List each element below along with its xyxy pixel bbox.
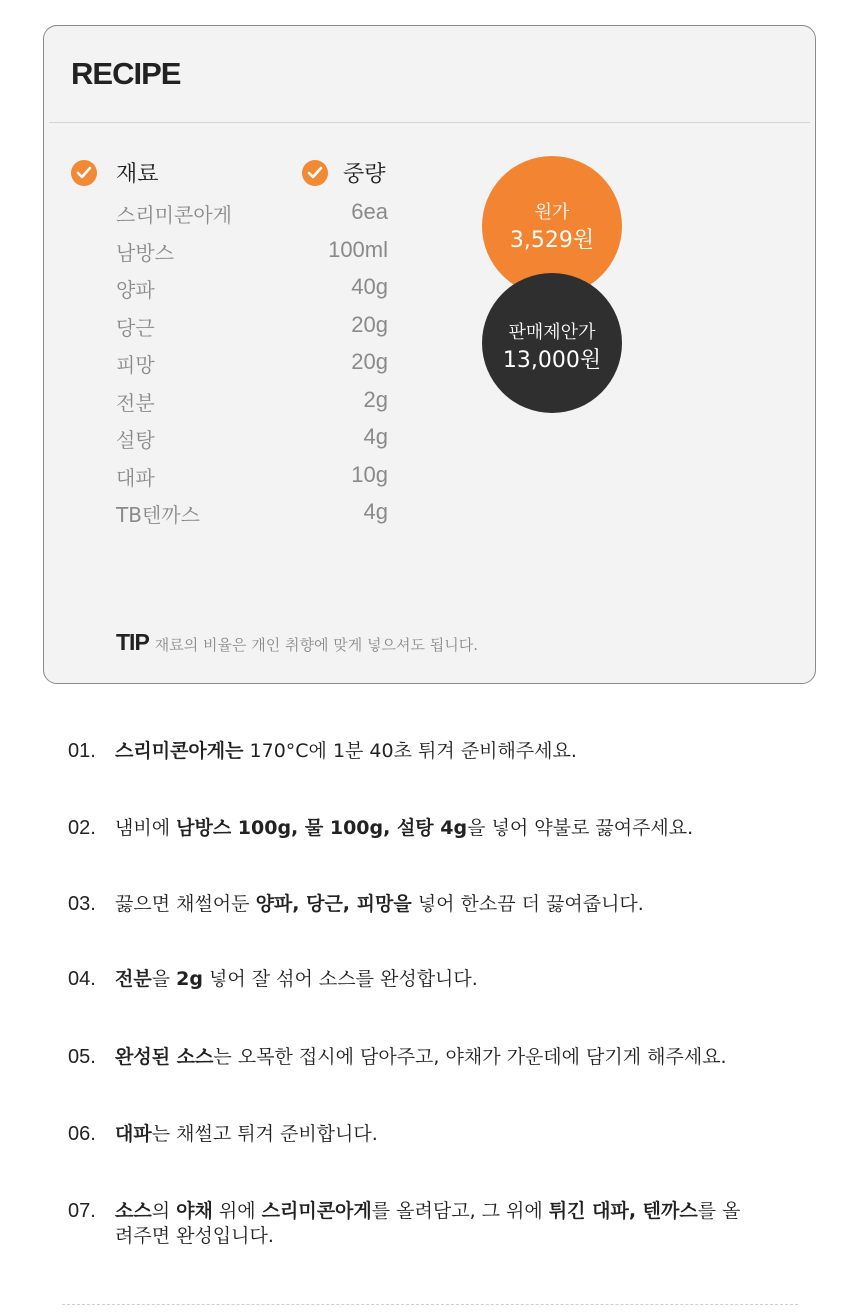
- step-number: 04.: [68, 968, 96, 990]
- ingredient-row: [116, 387, 388, 425]
- step-number: 02.: [68, 817, 96, 839]
- step-text-bold: 야채: [176, 1200, 213, 1222]
- check-circle-icon: [71, 160, 97, 186]
- step-text: [115, 816, 795, 841]
- step-text-bold: 스리미콘아게는: [115, 740, 244, 762]
- step-number: 05.: [68, 1046, 96, 1068]
- ingredient-row: [116, 237, 388, 275]
- step-number: 06.: [68, 1123, 96, 1145]
- cost-label: 원가: [534, 202, 570, 223]
- ingredient-name: 전분: [116, 390, 155, 415]
- step-text-part: 를 올려주면 완성입니다.: [115, 1200, 741, 1247]
- step-text-part: 을: [151, 968, 177, 990]
- ingredient-name: 스리미콘아게: [116, 203, 232, 227]
- step-text-bold: 전분: [115, 968, 152, 990]
- tip-label: TIP: [116, 629, 149, 655]
- step-text-bold: 2g: [176, 968, 203, 990]
- step-number: 07.: [68, 1200, 96, 1222]
- ingredient-row: [116, 462, 388, 500]
- step-text-bold: 양파, 당근, 피망을: [255, 893, 412, 915]
- step-text-bold: 튀긴 대파, 텐까스: [548, 1200, 698, 1222]
- ingredient-name: 당근: [116, 315, 155, 340]
- price-badge: [482, 273, 622, 413]
- ingredient-list: [116, 199, 388, 537]
- step-text-part: 을 넣어 약불로 끓여주세요.: [467, 817, 694, 839]
- step-text: [115, 1199, 755, 1249]
- step-number: 03.: [68, 893, 96, 915]
- ingredient-name: 설탕: [116, 428, 155, 452]
- ingredient-row: [116, 274, 388, 312]
- ingredient-name: 양파: [116, 278, 155, 302]
- step-text-part: 170°C에 1분 40초 튀겨 준비해주세요.: [243, 740, 577, 762]
- step-text-part: 를 올려담고, 그 위에: [371, 1200, 549, 1222]
- step-text-part: 는 오목한 접시에 담아주고, 야채가 가운데에 담기게 해주세요.: [213, 1046, 727, 1068]
- step-number: 01.: [68, 740, 96, 762]
- step-text-part: 넣어 잘 섞어 소스를 완성합니다.: [202, 968, 478, 990]
- recipe-card: [43, 25, 816, 684]
- tip-text: 재료의 비율은 개인 취향에 맞게 넣으셔도 됩니다.: [154, 636, 478, 654]
- ingredient-qty: 20g: [351, 311, 388, 337]
- ingredient-row: [116, 424, 388, 462]
- ingredient-row: [116, 499, 388, 537]
- recipe-title: RECIPE: [71, 56, 181, 91]
- ingredient-qty: 2g: [363, 386, 388, 412]
- step-text-part: 끓으면 채썰어둔: [115, 893, 256, 915]
- step-text-part: 넣어 한소끔 더 끓여줍니다.: [411, 893, 644, 915]
- ingredient-qty: 6ea: [351, 199, 388, 224]
- step-text-bold: 완성된 소스: [115, 1046, 214, 1068]
- ingredient-qty: 20g: [351, 349, 388, 374]
- ingredient-name: 대파: [116, 465, 155, 490]
- price-value: 13,000원: [502, 348, 602, 373]
- ingredient-qty: 40g: [351, 274, 388, 299]
- step-text-part: 는 채썰고 튀겨 준비합니다.: [151, 1123, 378, 1145]
- check-circle-icon: [302, 160, 328, 186]
- dashed-divider: [62, 1304, 798, 1305]
- step-text: [115, 1122, 795, 1147]
- ingredient-name: 남방스: [116, 240, 174, 265]
- ingredient-name: 피망: [116, 353, 155, 377]
- ingredients-header: 재료: [116, 162, 159, 187]
- step-text-bold: 남방스 100g, 물 100g, 설탕 4g: [176, 817, 468, 839]
- ingredient-row: [116, 199, 388, 237]
- ingredient-qty: 4g: [363, 499, 388, 524]
- step-text: [115, 1045, 795, 1070]
- cost-value: 3,529원: [509, 228, 595, 253]
- step-text-bold: 소스: [115, 1200, 152, 1222]
- step-text-part: 의: [151, 1200, 177, 1222]
- ingredient-name: TB텐까스: [116, 503, 200, 527]
- divider: [49, 122, 810, 123]
- ingredient-row: [116, 312, 388, 350]
- tip: [116, 629, 478, 656]
- step-text-bold: 스리미콘아게: [261, 1200, 372, 1222]
- step-text: [115, 892, 795, 917]
- step-text: [115, 967, 795, 992]
- price-label: 판매제안가: [508, 322, 596, 343]
- step-text: [115, 739, 795, 764]
- ingredient-qty: 100ml: [328, 236, 388, 262]
- weight-header: 중량: [343, 162, 386, 187]
- step-text-part: 위에: [212, 1200, 262, 1222]
- step-text-part: 냄비에: [115, 817, 177, 839]
- ingredient-qty: 10g: [351, 461, 388, 487]
- ingredient-row: [116, 349, 388, 387]
- ingredient-qty: 4g: [363, 424, 388, 449]
- step-text-bold: 대파: [115, 1123, 152, 1145]
